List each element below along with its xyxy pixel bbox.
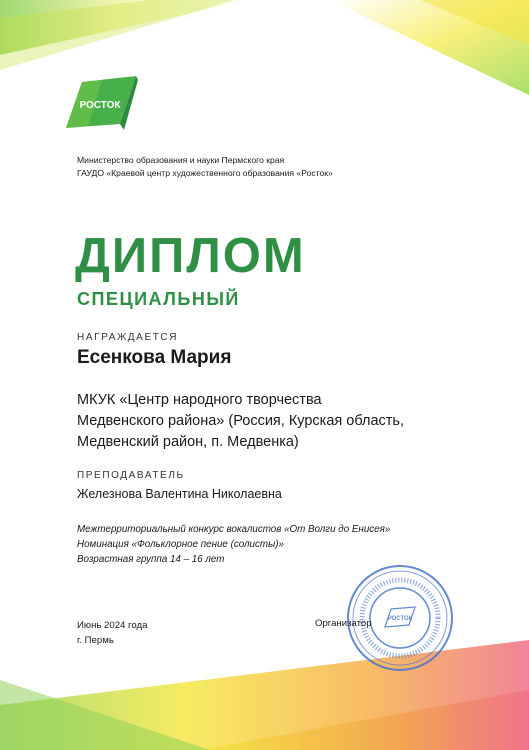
contest-details — [77, 522, 390, 567]
ministry-name: Министерство образования и науки Пермского края — [77, 155, 285, 165]
teacher-name: Железнова Валентина Николаевна — [77, 487, 282, 501]
diploma-subtitle: СПЕЦИАЛЬНЫЙ — [77, 289, 240, 309]
issue-date: Июнь 2024 года — [77, 620, 148, 631]
logo-text: РОСТОК — [79, 100, 121, 111]
awarded-label: НАГРАЖДАЕТСЯ — [77, 332, 179, 343]
rostok-logo — [62, 76, 138, 134]
footer-date-place — [77, 618, 147, 648]
contest-age-group: Возрастная группа 14 – 16 лет — [77, 554, 225, 565]
organization-header — [77, 154, 333, 180]
recipient-name: Есенкова Мария — [77, 347, 232, 368]
issue-city: г. Пермь — [77, 635, 114, 646]
recipient-institution: МКУК «Центр народного творчества Медвенского района» (Россия, Курская область, Медвенский район, п. Медвенка) — [77, 392, 405, 450]
organizer-label: Организатор — [315, 618, 372, 629]
contest-nomination: Номинация «Фольклорное пение (солисты)» — [77, 539, 284, 550]
diploma-title: ДИПЛОМ — [75, 229, 306, 283]
contest-name: Межтерриториальный конкурс вокалистов «От Волги до Енисея» — [77, 524, 391, 535]
center-name: ГАУДО «Краевой центр художественного образования «Росток» — [77, 168, 333, 178]
teacher-label: ПРЕПОДАВАТЕЛЬ — [77, 470, 185, 481]
stamp-text: РОСТОК — [387, 616, 413, 622]
